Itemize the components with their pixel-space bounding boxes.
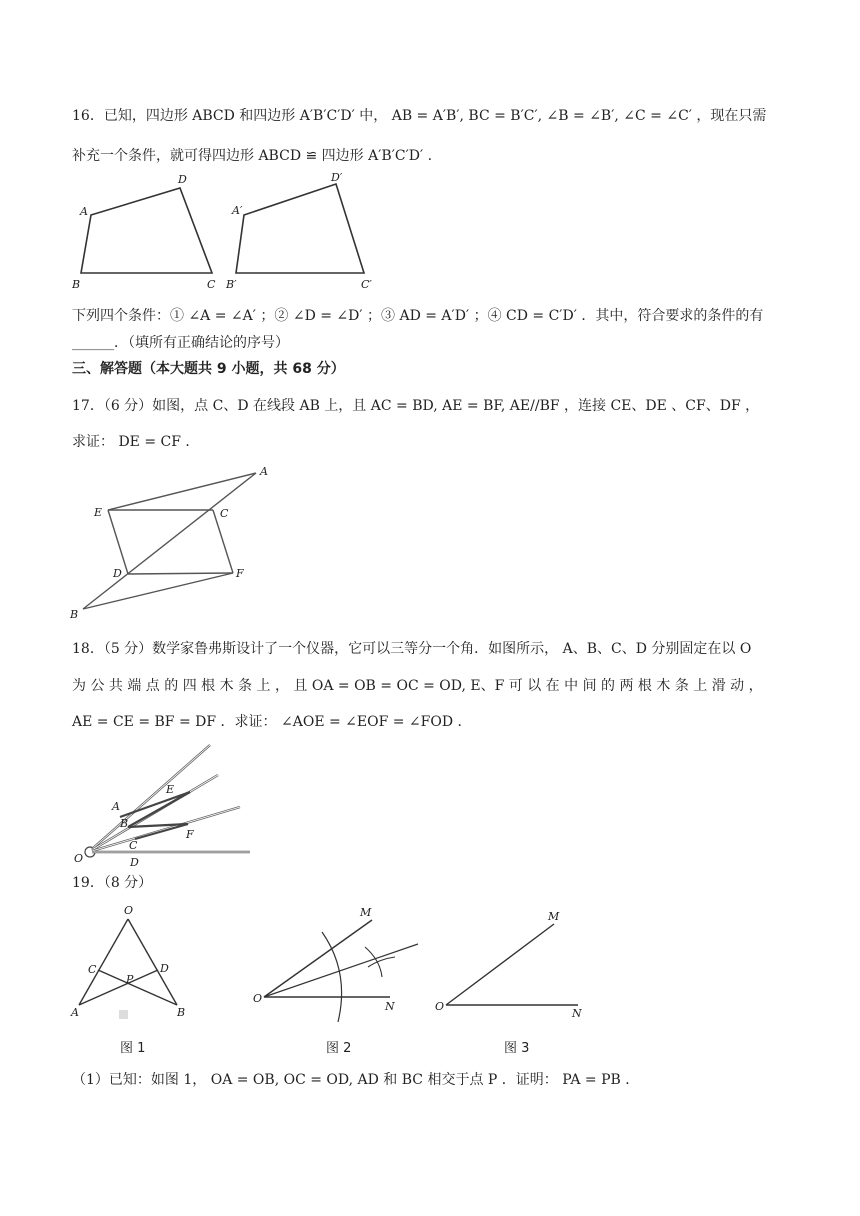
label-m: M xyxy=(548,910,560,923)
label-c: C xyxy=(220,507,229,520)
label-a: A xyxy=(112,800,120,813)
q18-line3: AE = CE = BF = DF ．求证： ∠AOE = ∠EOF = ∠FOD ． xyxy=(72,714,472,730)
q19-title: 19．（8 分） xyxy=(72,875,153,891)
label-a-prime: A′ xyxy=(232,204,243,217)
quadrilateral-abcd xyxy=(81,188,212,273)
q16-line4: ______．（填所有正确结论的序号） xyxy=(72,335,289,351)
label-e: E xyxy=(166,783,175,796)
q16-figure xyxy=(72,170,392,290)
label-f: F xyxy=(186,828,194,841)
label-d: D xyxy=(178,173,187,186)
label-m: M xyxy=(360,906,372,919)
label-d-prime: D′ xyxy=(331,171,343,184)
label-o: O xyxy=(124,904,134,917)
q17-line1: 17．（6 分）如图，点 C、D 在线段 AB 上，且 AC = BD, AE = BF, AE//BF ，连接 CE、DE 、CF、DF ， xyxy=(72,398,760,414)
quadrilateral-a2b2c2d2 xyxy=(236,184,364,273)
q19-figure-2 xyxy=(250,902,430,1027)
q19-part1: （1）已知：如图 1， OA = OB, OC = OD, AD 和 BC 相交于点 P ．证明： PA = PB ． xyxy=(72,1072,640,1088)
section-heading: 三、解答题（本大题共 9 小题，共 68 分） xyxy=(72,361,345,377)
q16-line3: 下列四个条件：① ∠A = ∠A′ ；② ∠D = ∠D′ ；③ AD = A′D′ ；④ CD = C′D′ ．其中，符合要求的条件的有 xyxy=(72,308,764,324)
q16-line2: 补充一个条件，就可得四边形 ABCD ≌ 四边形 A′B′C′D′ . xyxy=(72,148,433,164)
fig1-caption: 图 1 xyxy=(120,1041,146,1056)
label-p: P xyxy=(126,973,134,986)
construction-arc-small-2 xyxy=(368,957,395,967)
label-a: A xyxy=(80,205,88,218)
q18-line1: 18．（5 分）数学家鲁弗斯设计了一个仪器，它可以三等分一个角．如图所示， A、B、C、D 分别固定在以 O xyxy=(72,641,752,657)
q16-line1: 16．已知，四边形 ABCD 和四边形 A′B′C′D′ 中， AB = A′B′, BC = B′C′, ∠B = ∠B′, ∠C = ∠C′ ，现在只需 xyxy=(72,108,767,124)
label-d: D xyxy=(160,962,169,975)
label-b: B xyxy=(120,817,129,830)
construction-arc-large xyxy=(322,932,342,1022)
label-c: C xyxy=(129,839,138,852)
label-n: N xyxy=(572,1007,582,1020)
q18-line2: 为 公 共 端 点 的 四 根 木 条 上 ， 且 OA = OB = OC = OD, E、F 可 以 在 中 间 的 两 根 木 条 上 滑 动 ， xyxy=(72,678,763,694)
label-b: B xyxy=(72,278,81,290)
fig2-caption: 图 2 xyxy=(326,1041,352,1056)
q18-figure xyxy=(70,735,260,870)
label-b-prime: B′ xyxy=(226,278,237,290)
label-o: O xyxy=(74,852,84,865)
q17-line2: 求证： DE = CF ． xyxy=(72,434,200,450)
construction-arc-small-1 xyxy=(365,947,382,977)
label-n: N xyxy=(385,1000,395,1013)
label-a: A xyxy=(260,465,268,478)
label-a: A xyxy=(71,1006,79,1019)
label-b: B xyxy=(177,1006,186,1019)
label-c: C xyxy=(88,963,97,976)
label-e: E xyxy=(94,506,103,519)
label-o: O xyxy=(253,992,263,1005)
fig3-caption: 图 3 xyxy=(504,1041,530,1056)
label-d: D xyxy=(113,567,122,580)
label-f: F xyxy=(236,567,244,580)
label-c-prime: C′ xyxy=(361,278,372,290)
label-d: D xyxy=(130,856,139,869)
q19-figure-1 xyxy=(64,902,194,1027)
label-c: C xyxy=(207,278,216,290)
label-b: B xyxy=(70,608,79,621)
q19-figure-3 xyxy=(430,902,590,1027)
label-o: O xyxy=(435,1000,445,1013)
q17-figure xyxy=(68,458,288,623)
